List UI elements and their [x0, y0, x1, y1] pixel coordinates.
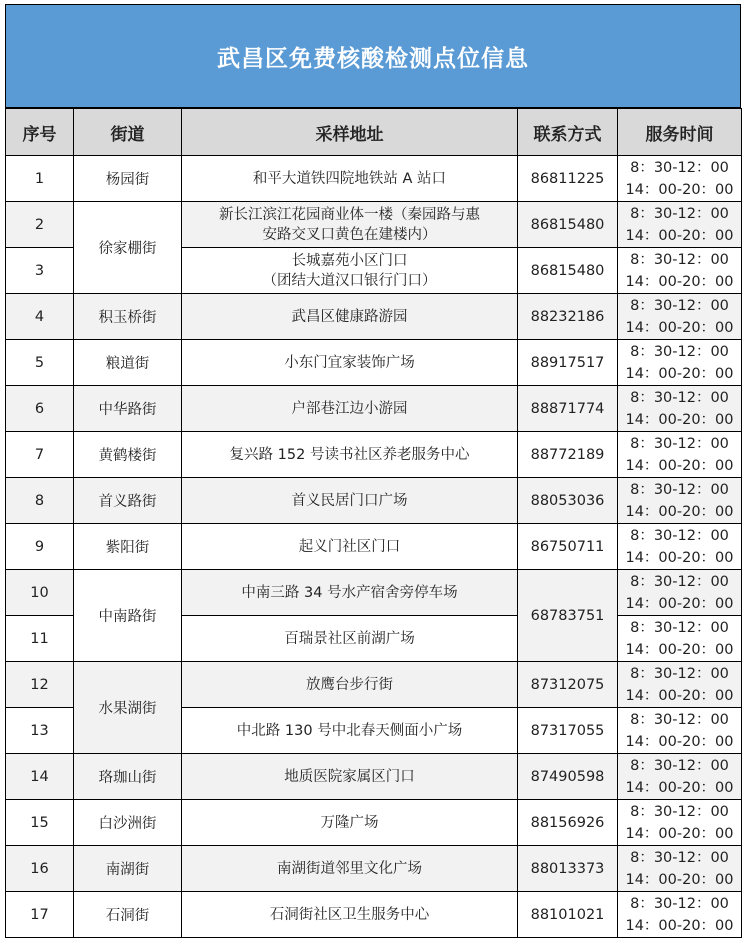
row-time: 8：30-12：00 14：00-20：00 [618, 156, 742, 202]
row-street: 首义路街 [74, 478, 182, 524]
row-address: 地质医院家属区门口 [182, 754, 518, 800]
row-phone: 88013373 [518, 846, 618, 892]
row-time: 8：30-12：00 14：00-20：00 [618, 248, 742, 294]
row-no: 2 [6, 202, 74, 248]
row-address: 万隆广场 [182, 800, 518, 846]
row-street: 中南路街 [74, 570, 182, 662]
row-no: 7 [6, 432, 74, 478]
row-time: 8：30-12：00 14：00-20：00 [618, 386, 742, 432]
row-time: 8：30-12：00 14：00-20：00 [618, 340, 742, 386]
row-address: 中北路 130 号中北春天侧面小广场 [182, 708, 518, 754]
row-address: 新长江滨江花园商业体一楼（秦园路与惠 安路交叉口黄色在建楼内） [182, 202, 518, 248]
table-row [6, 478, 742, 524]
row-time: 8：30-12：00 14：00-20：00 [618, 708, 742, 754]
row-no: 9 [6, 524, 74, 570]
row-phone: 88871774 [518, 386, 618, 432]
row-no: 8 [6, 478, 74, 524]
row-no: 15 [6, 800, 74, 846]
table-row [6, 294, 742, 340]
row-street: 南湖街 [74, 846, 182, 892]
row-time: 8：30-12：00 14：00-20：00 [618, 294, 742, 340]
header-time: 服务时间 [618, 109, 742, 156]
row-no: 17 [6, 892, 74, 938]
row-no: 1 [6, 156, 74, 202]
table-row [6, 892, 742, 938]
table-row [6, 432, 742, 478]
table-row [6, 156, 742, 202]
row-address: 和平大道铁四院地铁站 A 站口 [182, 156, 518, 202]
table-header-row [6, 109, 742, 156]
row-time: 8：30-12：00 14：00-20：00 [618, 800, 742, 846]
row-no: 14 [6, 754, 74, 800]
row-no: 13 [6, 708, 74, 754]
row-time: 8：30-12：00 14：00-20：00 [618, 570, 742, 616]
row-address: 小东门宜家装饰广场 [182, 340, 518, 386]
row-address: 武昌区健康路游园 [182, 294, 518, 340]
row-street: 粮道街 [74, 340, 182, 386]
row-address: 户部巷江边小游园 [182, 386, 518, 432]
row-address: 南湖街道邻里文化广场 [182, 846, 518, 892]
header-street: 街道 [74, 109, 182, 156]
row-no: 11 [6, 616, 74, 662]
row-street: 徐家棚街 [74, 202, 182, 294]
row-phone: 86815480 [518, 248, 618, 294]
row-no: 6 [6, 386, 74, 432]
table-row [6, 340, 742, 386]
table-row [6, 662, 742, 708]
row-phone: 68783751 [518, 570, 618, 662]
row-street: 白沙洲街 [74, 800, 182, 846]
row-phone: 88917517 [518, 340, 618, 386]
title-banner [5, 4, 741, 108]
row-phone: 88156926 [518, 800, 618, 846]
row-no: 10 [6, 570, 74, 616]
row-time: 8：30-12：00 14：00-20：00 [618, 478, 742, 524]
row-phone: 87490598 [518, 754, 618, 800]
row-time: 8：30-12：00 14：00-20：00 [618, 524, 742, 570]
page-title: 武昌区免费核酸检测点位信息 [217, 45, 529, 72]
row-time: 8：30-12：00 14：00-20：00 [618, 846, 742, 892]
row-address: 复兴路 152 号读书社区养老服务中心 [182, 432, 518, 478]
row-no: 12 [6, 662, 74, 708]
row-address: 中南三路 34 号水产宿舍旁停车场 [182, 570, 518, 616]
row-street: 石洞街 [74, 892, 182, 938]
row-phone: 88053036 [518, 478, 618, 524]
row-street: 杨园街 [74, 156, 182, 202]
row-phone: 86750711 [518, 524, 618, 570]
row-street: 水果湖街 [74, 662, 182, 754]
row-phone: 87312075 [518, 662, 618, 708]
row-time: 8：30-12：00 14：00-20：00 [618, 616, 742, 662]
row-no: 16 [6, 846, 74, 892]
table-row [6, 570, 742, 616]
row-no: 4 [6, 294, 74, 340]
table-row [6, 754, 742, 800]
row-phone: 86811225 [518, 156, 618, 202]
row-street: 黄鹤楼街 [74, 432, 182, 478]
row-address: 放鹰台步行街 [182, 662, 518, 708]
row-address: 长城嘉苑小区门口 （团结大道汉口银行门口） [182, 248, 518, 294]
row-time: 8：30-12：00 14：00-20：00 [618, 754, 742, 800]
testing-sites-table [5, 108, 742, 938]
row-phone: 88101021 [518, 892, 618, 938]
row-address: 百瑞景社区前湖广场 [182, 616, 518, 662]
row-time: 8：30-12：00 14：00-20：00 [618, 662, 742, 708]
row-address: 石洞街社区卫生服务中心 [182, 892, 518, 938]
row-phone: 86815480 [518, 202, 618, 248]
row-phone: 88232186 [518, 294, 618, 340]
row-no: 3 [6, 248, 74, 294]
table-row [6, 524, 742, 570]
row-time: 8：30-12：00 14：00-20：00 [618, 892, 742, 938]
row-street: 中华路街 [74, 386, 182, 432]
row-time: 8：30-12：00 14：00-20：00 [618, 202, 742, 248]
row-street: 珞珈山街 [74, 754, 182, 800]
table-body [6, 156, 742, 938]
row-address: 起义门社区门口 [182, 524, 518, 570]
row-time: 8：30-12：00 14：00-20：00 [618, 432, 742, 478]
table-row [6, 846, 742, 892]
header-address: 采样地址 [182, 109, 518, 156]
row-street: 积玉桥街 [74, 294, 182, 340]
row-no: 5 [6, 340, 74, 386]
table-row [6, 800, 742, 846]
header-phone: 联系方式 [518, 109, 618, 156]
row-phone: 88772189 [518, 432, 618, 478]
header-no: 序号 [6, 109, 74, 156]
table-row [6, 386, 742, 432]
row-phone: 87317055 [518, 708, 618, 754]
row-address: 首义民居门口广场 [182, 478, 518, 524]
row-street: 紫阳街 [74, 524, 182, 570]
table-row [6, 202, 742, 248]
